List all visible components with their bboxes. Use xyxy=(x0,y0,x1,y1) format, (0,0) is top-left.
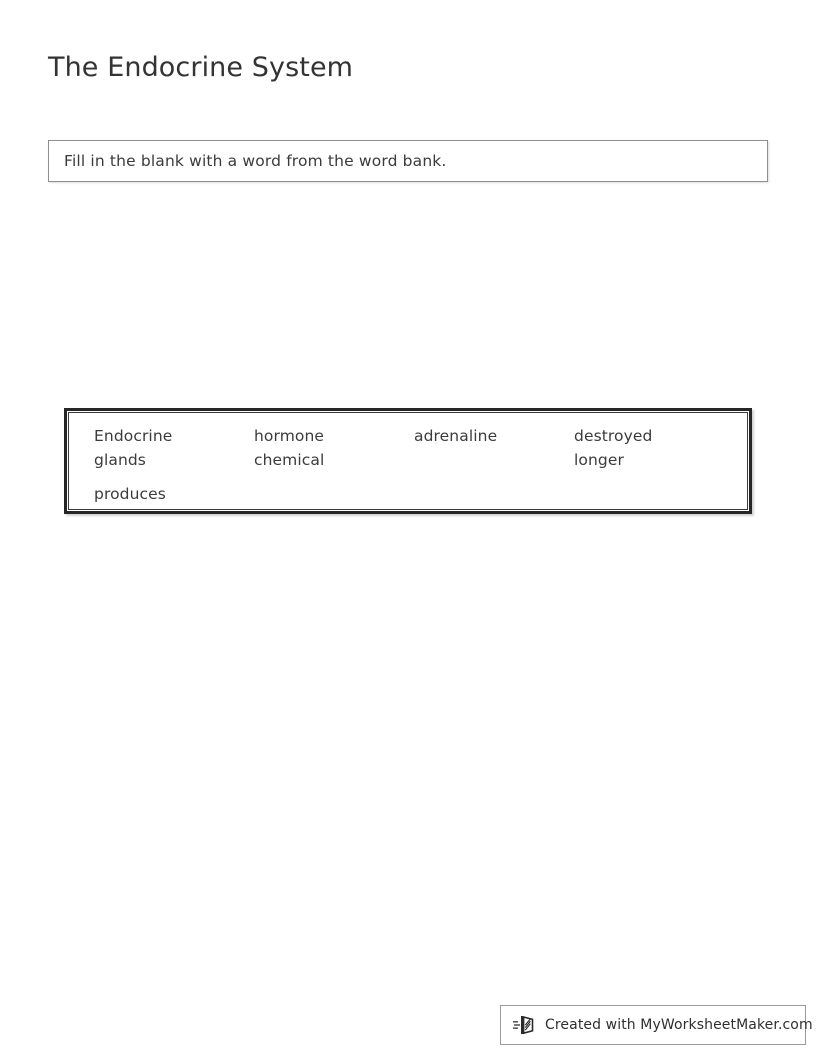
page-title: The Endocrine System xyxy=(48,52,354,83)
word-bank-row xyxy=(94,482,747,506)
word-bank-rows xyxy=(94,424,747,506)
word-bank-word: Endocrine xyxy=(94,427,173,445)
word-bank-word: destroyed xyxy=(574,427,653,445)
word-bank-word: produces xyxy=(94,485,166,503)
directions-box xyxy=(48,140,768,182)
word-bank-word: hormone xyxy=(254,427,325,445)
word-bank-row xyxy=(94,448,747,472)
word-bank-row xyxy=(94,424,747,448)
myworksheetmaker-logo-icon xyxy=(513,1014,537,1036)
word-bank xyxy=(64,408,752,514)
directions-text: Fill in the blank with a word from the word bank. xyxy=(64,152,447,170)
created-with-badge[interactable] xyxy=(500,1005,813,1045)
word-bank-word: adrenaline xyxy=(414,427,498,445)
word-bank-word: glands xyxy=(94,451,146,469)
word-bank-word: longer xyxy=(574,451,624,469)
word-bank-word: chemical xyxy=(254,451,325,469)
badge-label: Created with MyWorksheetMaker.com xyxy=(545,1017,813,1033)
word-bank-inner-frame xyxy=(68,412,748,510)
